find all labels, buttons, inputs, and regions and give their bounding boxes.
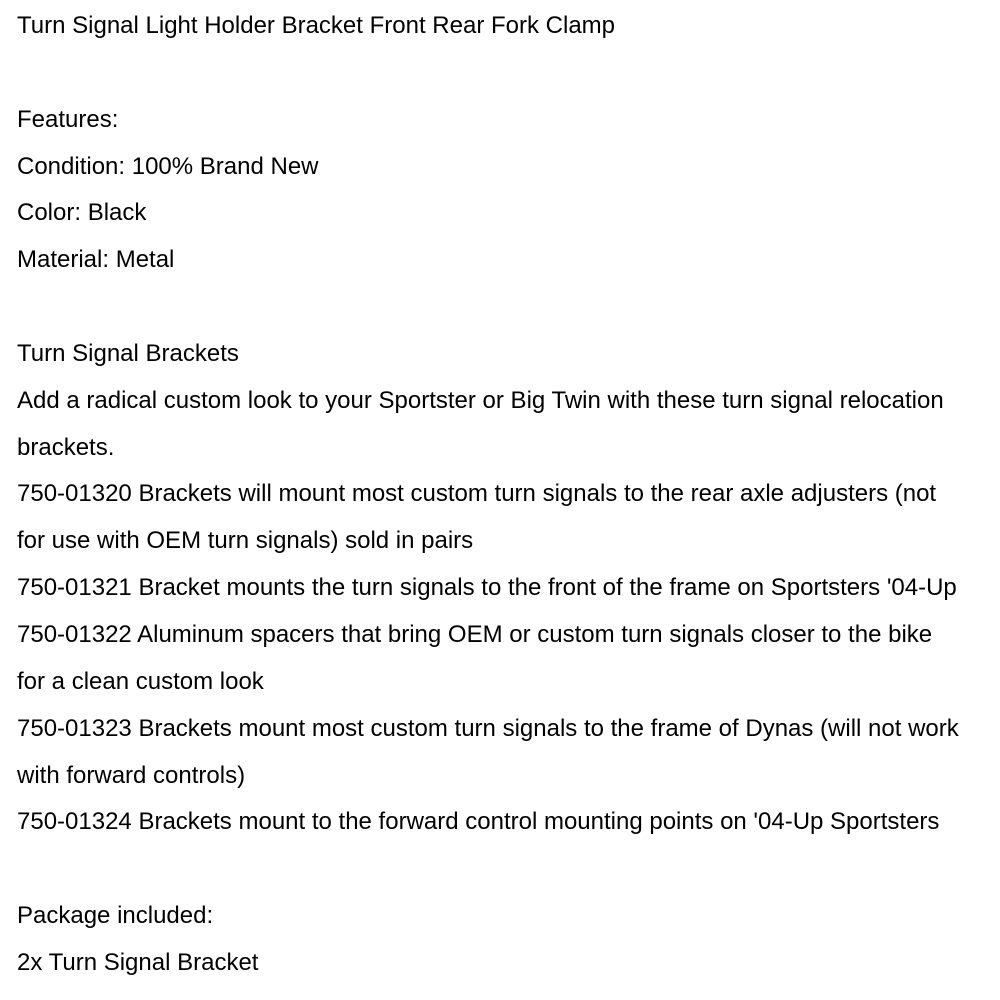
description-heading: Turn Signal Brackets — [17, 339, 239, 367]
description-line: for a clean custom look — [17, 667, 264, 695]
description-section — [17, 331, 992, 846]
description-line: Add a radical custom look to your Sportster or Big Twin with these turn signal relocation — [17, 386, 944, 414]
features-heading: Features: — [17, 105, 119, 133]
blank-line — [17, 284, 992, 331]
description-line: 750-01320 Brackets will mount most custom turn signals to the rear axle adjusters (not — [17, 480, 937, 508]
description-line: 750-01321 Bracket mounts the turn signals to the front of the frame on Sportsters '04-Up — [17, 574, 957, 602]
blank-line — [17, 846, 992, 893]
package-heading: Package included: — [17, 902, 214, 930]
description-line: 750-01324 Brackets mount to the forward control mounting points on '04-Up Sportsters — [17, 808, 940, 836]
feature-item-material: Material: Metal — [17, 246, 175, 274]
blank-line — [17, 50, 992, 97]
description-line: with forward controls) — [17, 761, 246, 789]
package-item: 2x Turn Signal Bracket — [17, 948, 259, 976]
description-line: 750-01323 Brackets mount most custom turn signals to the frame of Dynas (will not work — [17, 714, 959, 742]
description-line: 750-01322 Aluminum spacers that bring OEM or custom turn signals closer to the bike — [17, 620, 933, 648]
description-line: brackets. — [17, 433, 115, 461]
feature-item-color: Color: Black — [17, 199, 147, 227]
description-line: for use with OEM turn signals) sold in pairs — [17, 527, 474, 555]
page-title: Turn Signal Light Holder Bracket Front Rear Fork Clamp — [17, 12, 616, 39]
package-section — [17, 893, 992, 987]
feature-item-condition: Condition: 100% Brand New — [17, 152, 319, 180]
features-section — [17, 97, 992, 284]
